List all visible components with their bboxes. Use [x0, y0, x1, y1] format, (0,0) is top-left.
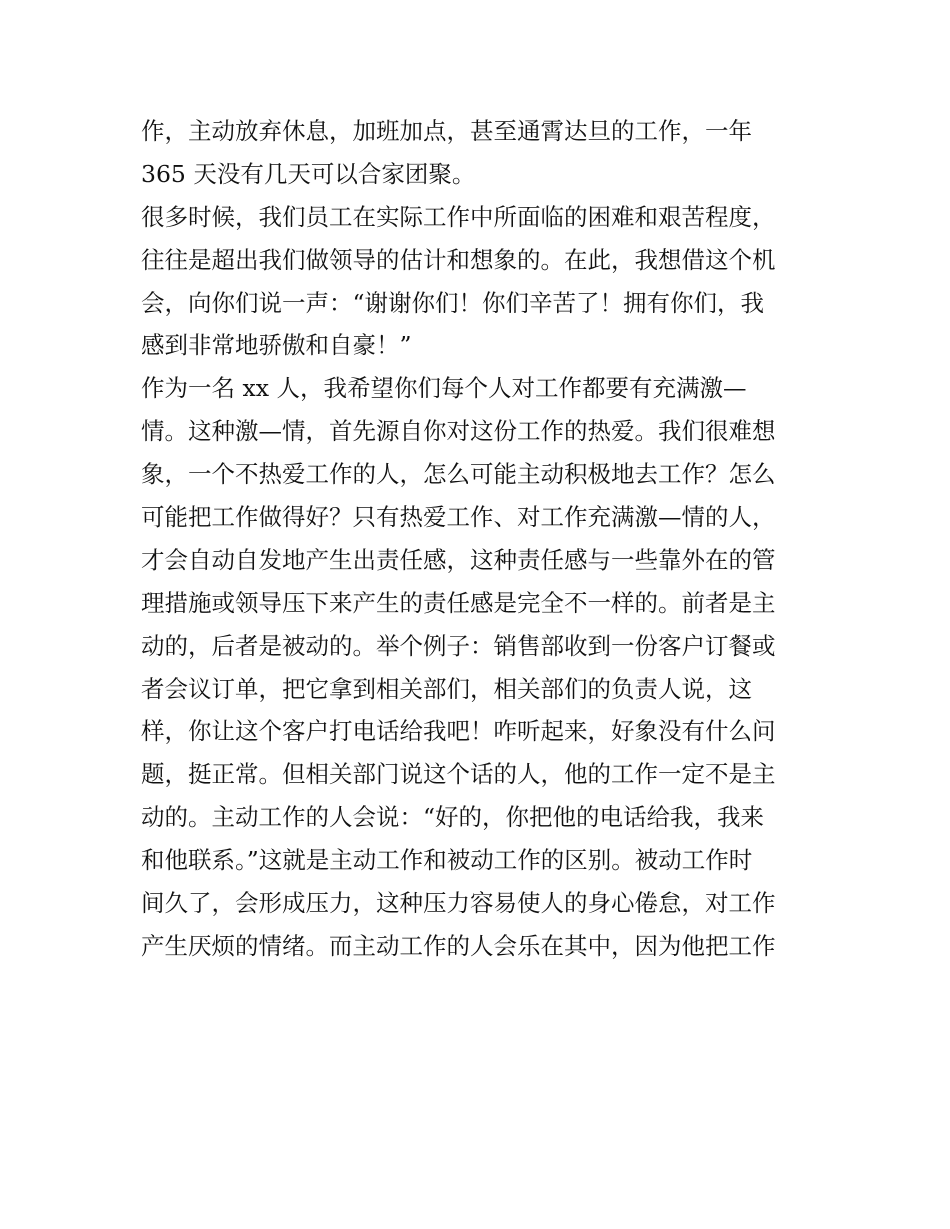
- text-line: 情。这种激—情，首先源自你对这份工作的热爱。我们很难想: [141, 417, 776, 446]
- text-line: 者会议订单，把它拿到相关部们，相关部们的负责人说，这: [141, 674, 752, 703]
- text-line: 和他联系。”这就是主动工作和被动工作的区别。被动工作时: [141, 846, 753, 875]
- text-line: 题，挺正常。但相关部门说这个话的人，他的工作一定不是主: [141, 760, 776, 789]
- text-line: 象，一个不热爱工作的人，怎么可能主动积极地去工作？怎么: [141, 460, 776, 489]
- text-line: 365 天没有几天可以合家团聚。: [141, 159, 476, 188]
- text-line: 会，向你们说一声：“谢谢你们！你们辛苦了！拥有你们，我: [141, 288, 765, 317]
- text-line: 很多时候，我们员工在实际工作中所面临的困难和艰苦程度，: [141, 202, 776, 231]
- text-line: 可能把工作做得好？只有热爱工作、对工作充满激—情的人，: [141, 503, 776, 532]
- text-line: 产生厌烦的情绪。而主动工作的人会乐在其中，因为他把工作: [141, 931, 776, 960]
- text-line: 往往是超出我们做领导的估计和想象的。在此，我想借这个机: [141, 245, 776, 274]
- body-text: [141, 110, 821, 968]
- text-line: 间久了，会形成压力，这种压力容易使人的身心倦怠，对工作: [141, 889, 776, 918]
- text-line: 理措施或领导压下来产生的责任感是完全不一样的。前者是主: [141, 588, 776, 617]
- text-line: 感到非常地骄傲和自豪！”: [141, 331, 412, 360]
- text-line: 作为一名 xx 人，我希望你们每个人对工作都要有充满激—: [141, 374, 747, 403]
- text-line: 动的，后者是被动的。举个例子：销售部收到一份客户订餐或: [141, 631, 776, 660]
- text-line: 样，你让这个客户打电话给我吧！咋听起来，好象没有什么问: [141, 717, 776, 746]
- text-line: 作，主动放弃休息，加班加点，甚至通霄达旦的工作，一年: [141, 117, 752, 145]
- text-line: 才会自动自发地产生出责任感，这种责任感与一些靠外在的管: [141, 545, 776, 574]
- text-line: 动的。主动工作的人会说：“好的，你把他的电话给我，我来: [141, 803, 765, 832]
